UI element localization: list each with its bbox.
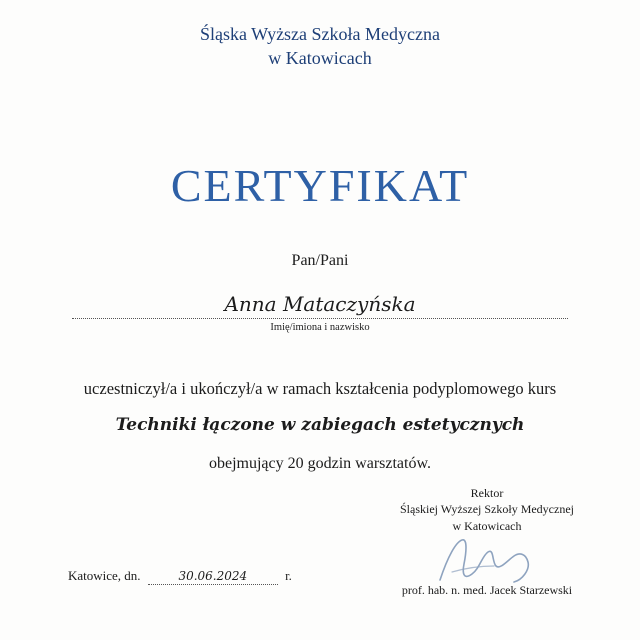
place-label: Katowice, dn. — [68, 568, 141, 583]
signature-image — [422, 536, 552, 588]
recipient-name: Anna Mataczyńska — [72, 292, 568, 319]
recipient-name-block — [72, 292, 568, 333]
body-text-line1: uczestniczył/a i ukończył/a w ramach kształcenia podyplomowego kurs — [83, 378, 557, 398]
salutation-label: Pan/Pani — [291, 251, 349, 269]
certificate-title: CERTYFIKAT — [170, 159, 470, 211]
recipient-name-caption: Imię/imiona i nazwisko — [270, 321, 370, 333]
institution-name-line2: w Katowicach — [268, 48, 372, 69]
signatory-org-line2: w Katowicach — [452, 518, 522, 533]
signatory-org-line1: Śląskiej Wyższej Szkoły Medycznej — [399, 502, 574, 517]
date-value: 30.06.2024 — [148, 569, 278, 585]
year-suffix: r. — [285, 568, 292, 583]
body-text-line2: obejmujący 20 godzin warsztatów. — [208, 454, 431, 472]
signatory-role: Rektor — [470, 486, 504, 501]
signatory-name: prof. hab. n. med. Jacek Starzewski — [401, 582, 573, 597]
signatory-block — [362, 485, 612, 598]
institution-name-line1: Śląska Wyższa Szkoła Medyczna — [199, 24, 440, 44]
course-name: Techniki łączone w zabiegach estetycznych — [115, 414, 525, 435]
institution-header — [0, 0, 640, 71]
place-and-date — [68, 568, 292, 585]
